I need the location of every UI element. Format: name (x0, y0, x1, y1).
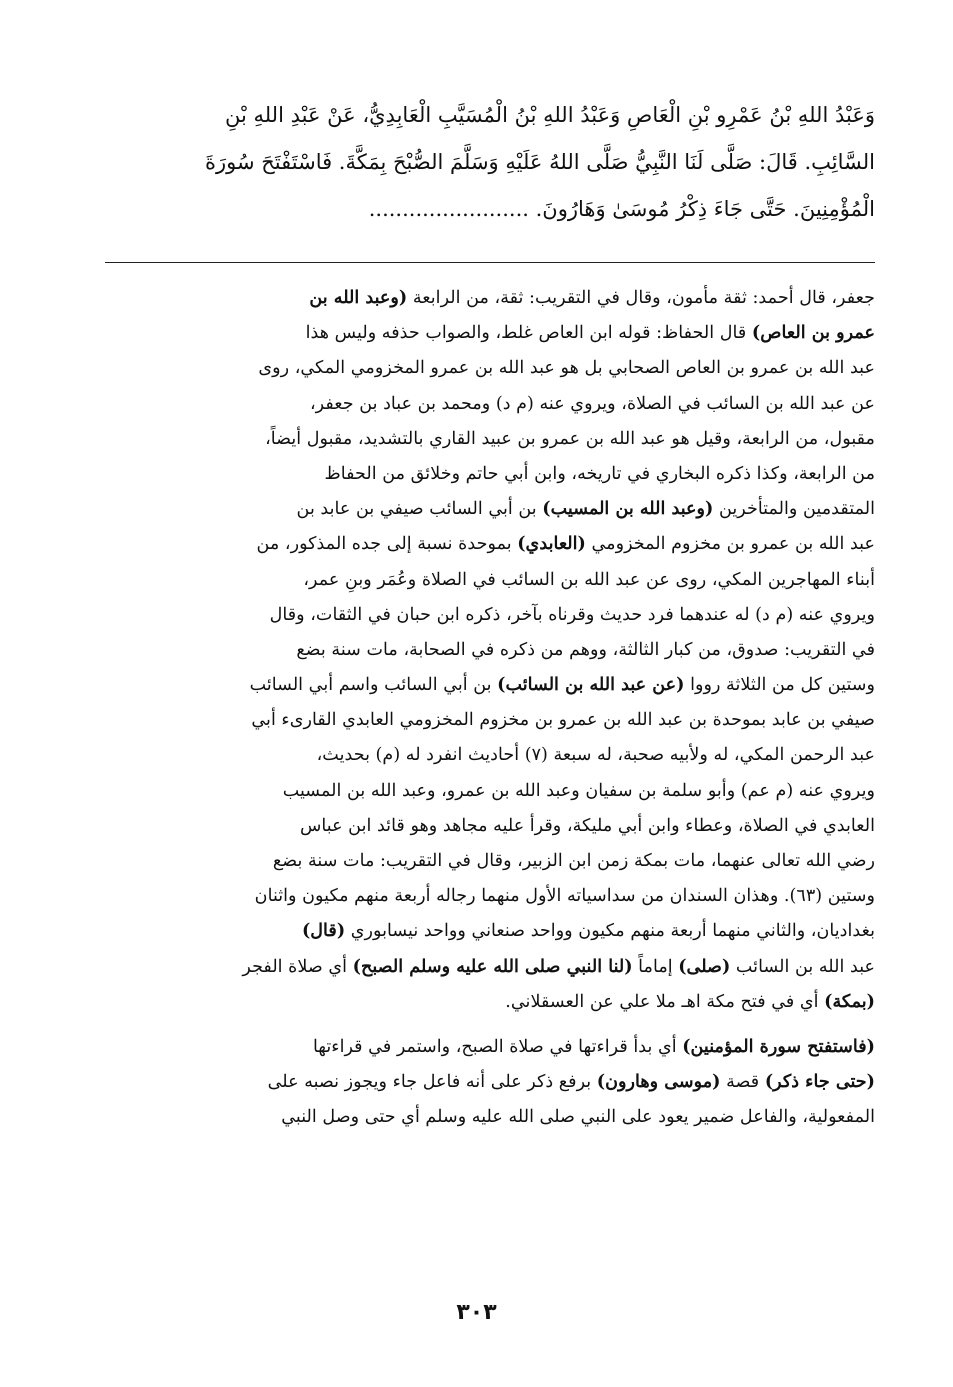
commentary-run: أي في فتح مكة اهـ ملا علي عن العسقلاني. (505, 991, 825, 1012)
bold-lemma: (حتى جاء ذكر) (764, 1071, 875, 1093)
line-content (310, 386, 875, 422)
commentary-run: بموحدة نسبة إلى جده المذكور، من (256, 534, 518, 555)
commentary-line (105, 491, 875, 526)
line-content (300, 808, 875, 844)
commentary-run: قصة (720, 1072, 765, 1093)
commentary-line (105, 526, 875, 561)
commentary-run: ويروي عنه (م عم) وأبو سلمة بن سفيان وعبد الله بن عمرو، وعبد الله بن المسيب (282, 780, 875, 801)
commentary-run: عبد الله بن عمرو بن مخزوم المخزومي (585, 534, 875, 555)
commentary-line (105, 667, 875, 702)
line-content (281, 1099, 875, 1135)
commentary-run: المتقدمين والمتأخرين (713, 499, 875, 520)
line-content (250, 667, 875, 703)
commentary-run: مقبول، من الرابعة، وقيل هو عبد الله بن عمرو بن عبيد القاري بالتشديد، مقبول أيضاً، (265, 428, 875, 449)
commentary-run: جعفر، قال أحمد: ثقة مأمون، وقال في التقريب: ثقة، من الرابعة (407, 288, 875, 308)
commentary-line (105, 878, 875, 913)
commentary-line (105, 808, 875, 843)
commentary-run: في التقريب: صدوق، من كبار الثالثة، ووهم من ذكره في الصحابة، مات سنة بضع (296, 639, 875, 660)
line-content (303, 562, 875, 598)
bold-lemma: (موسى وهارون) (596, 1071, 721, 1093)
bold-lemma: (وعبد الله بن (309, 287, 408, 308)
commentary-line (105, 421, 875, 456)
line-content: الْمُؤْمِنِينَ. حَتَّى جَاءَ ذِكْرُ مُوسَىٰ وَهَارُونَ. ........................ (368, 197, 875, 221)
commentary-run: بن أبي السائب صيفي بن عابد بن (296, 499, 543, 520)
line-content (268, 1064, 875, 1100)
commentary-line (105, 562, 875, 597)
commentary-paragraph-2 (105, 1029, 875, 1135)
commentary-line (105, 949, 875, 984)
commentary-run: رضي الله تعالى عنهما، مات بمكة زمن ابن الزبير، وقال في التقريب: مات سنة بضع (272, 851, 875, 871)
hadith-line (105, 139, 875, 186)
line-content (297, 491, 875, 527)
commentary-line (105, 386, 875, 421)
line-content (325, 456, 876, 492)
commentary-paragraph-1 (105, 280, 875, 1019)
commentary-run: أي بدأ قراءتها في صلاة الصبح، واستمر في قراءتها (312, 1036, 683, 1057)
commentary-run: وستين (٦٣). وهذان السندان من سداسياته الأول منهما رجاله أربعة منهم مكيون واثنان (254, 886, 875, 907)
bold-lemma: (عن عبد الله بن السائب) (497, 674, 685, 696)
line-content (255, 878, 875, 914)
bold-lemma: (بمكة) (824, 990, 875, 1012)
commentary-line (105, 1099, 875, 1134)
commentary-run: وستين كل من الثلاثة رووا (684, 675, 875, 696)
commentary-line (105, 1029, 875, 1064)
commentary-run: عبد الله بن السائب (730, 956, 875, 977)
separator-rule (105, 262, 875, 263)
commentary-run: برفع ذكر على أنه فاعل جاء ويجوز نصبه على (267, 1072, 597, 1093)
commentary-line (105, 1064, 875, 1099)
line-content: وَعَبْدُ اللهِ بْنُ عَمْرِو بْنِ الْعَاصِ وَعَبْدُ اللهِ بْنُ الْمُسَيَّبِ الْعَابِدِيُّ، عَنْ عَبْدِ اللهِ بْنِ (224, 103, 875, 127)
commentary-run: ويروي عنه (م د) له عندهما فرد حديث وقرناه بآخر، ذكره ابن حبان في الثقات، وقال (269, 604, 875, 625)
line-content (251, 702, 875, 738)
commentary-run: صيفي بن عابد بموحدة بن عبد الله بن عمرو بن مخزوم المخزومي العابدي القارىء أبي (251, 710, 875, 731)
commentary-line (105, 913, 875, 948)
line-content (258, 350, 875, 386)
commentary-line (105, 843, 875, 878)
commentary-line (105, 350, 875, 385)
bold-lemma: (قال) (301, 920, 346, 942)
bold-lemma: (العابدي) (517, 533, 586, 555)
commentary-line (105, 702, 875, 737)
line-content (257, 526, 876, 562)
bold-lemma: عمرو بن العاص) (751, 322, 875, 344)
commentary-line (105, 984, 875, 1019)
line-content (242, 949, 875, 985)
bold-lemma: (صلى) (678, 955, 731, 977)
commentary-line (105, 315, 875, 350)
hadith-line (105, 92, 875, 139)
line-content (505, 984, 875, 1020)
commentary-run: إماماً (632, 956, 679, 977)
commentary-run: عن عبد الله بن السائب في الصلاة، ويروي عنه (م د) ومحمد بن عباد بن جعفر، (309, 393, 875, 414)
commentary-run: أي صلاة الفجر (242, 956, 353, 977)
commentary-run: بن أبي السائب واسم أبي السائب (249, 675, 498, 696)
commentary-run: عبد الله بن عمرو بن العاص الصحابي بل هو عبد الله بن عمرو المخزومي المكي، روى (258, 358, 875, 379)
commentary-run: قال الحفاظ: قوله ابن العاص غلط، والصواب حذفه وليس هذا (305, 323, 752, 344)
commentary-text (105, 280, 875, 1135)
line-content (302, 913, 875, 949)
line-content (309, 280, 875, 316)
line-content (273, 843, 875, 879)
bold-lemma: (فاستفتح سورة المؤمنين) (682, 1035, 875, 1057)
commentary-run: عبد الرحمن المكي، له ولأبيه صحبة، له سبعة (٧) أحاديث انفرد له (م) بحديث، (316, 745, 875, 766)
line-content (306, 315, 875, 351)
commentary-run: العابدي في الصلاة، وعطاء وابن أبي مليكة، وقرأ عليه مجاهد وهو قائد ابن عباس (299, 815, 875, 836)
line-content: السَّائِبِ. قَالَ: صَلَّى لَنَا النَّبِيُّ صَلَّى اللهُ عَلَيْهِ وَسَلَّمَ الصُّبْحَ بِمَكَّةَ. فَاسْتَفْتَحَ سُورَةَ (204, 150, 875, 174)
commentary-run: من الرابعة، وكذا ذكره البخاري في تاريخه، وابن أبي حاتم وخلائق من الحفاظ (324, 463, 875, 484)
commentary-line (105, 280, 875, 315)
commentary-run: أبناء المهاجرين المكي، روى عن عبد الله بن السائب في الصلاة وعُمَر وبنِ عمر، (303, 569, 875, 590)
commentary-run: بغداديان، والثاني منهما أربعة منهم مكيون وواحد صنعاني وواحد نيسابوري (345, 921, 875, 942)
bold-lemma: (لنا النبي صلى الله عليه وسلم الصبح) (352, 955, 633, 977)
line-content (313, 1029, 875, 1065)
line-content (317, 737, 875, 773)
commentary-line (105, 737, 875, 772)
line-content (283, 773, 875, 809)
commentary-run: المفعولية، والفاعل ضمير يعود على النبي صلى الله عليه وسلم أي حتى وصل النبي (281, 1107, 875, 1128)
page-number: ٣٠٣ (456, 1300, 497, 1325)
commentary-line (105, 773, 875, 808)
commentary-line (105, 632, 875, 667)
commentary-line (105, 456, 875, 491)
line-content (296, 632, 875, 668)
bold-lemma: (وعبد الله بن المسيب) (542, 498, 714, 520)
line-content (270, 597, 875, 633)
hadith-line (105, 186, 875, 233)
hadith-text (105, 92, 875, 233)
line-content (265, 421, 875, 457)
commentary-line (105, 597, 875, 632)
